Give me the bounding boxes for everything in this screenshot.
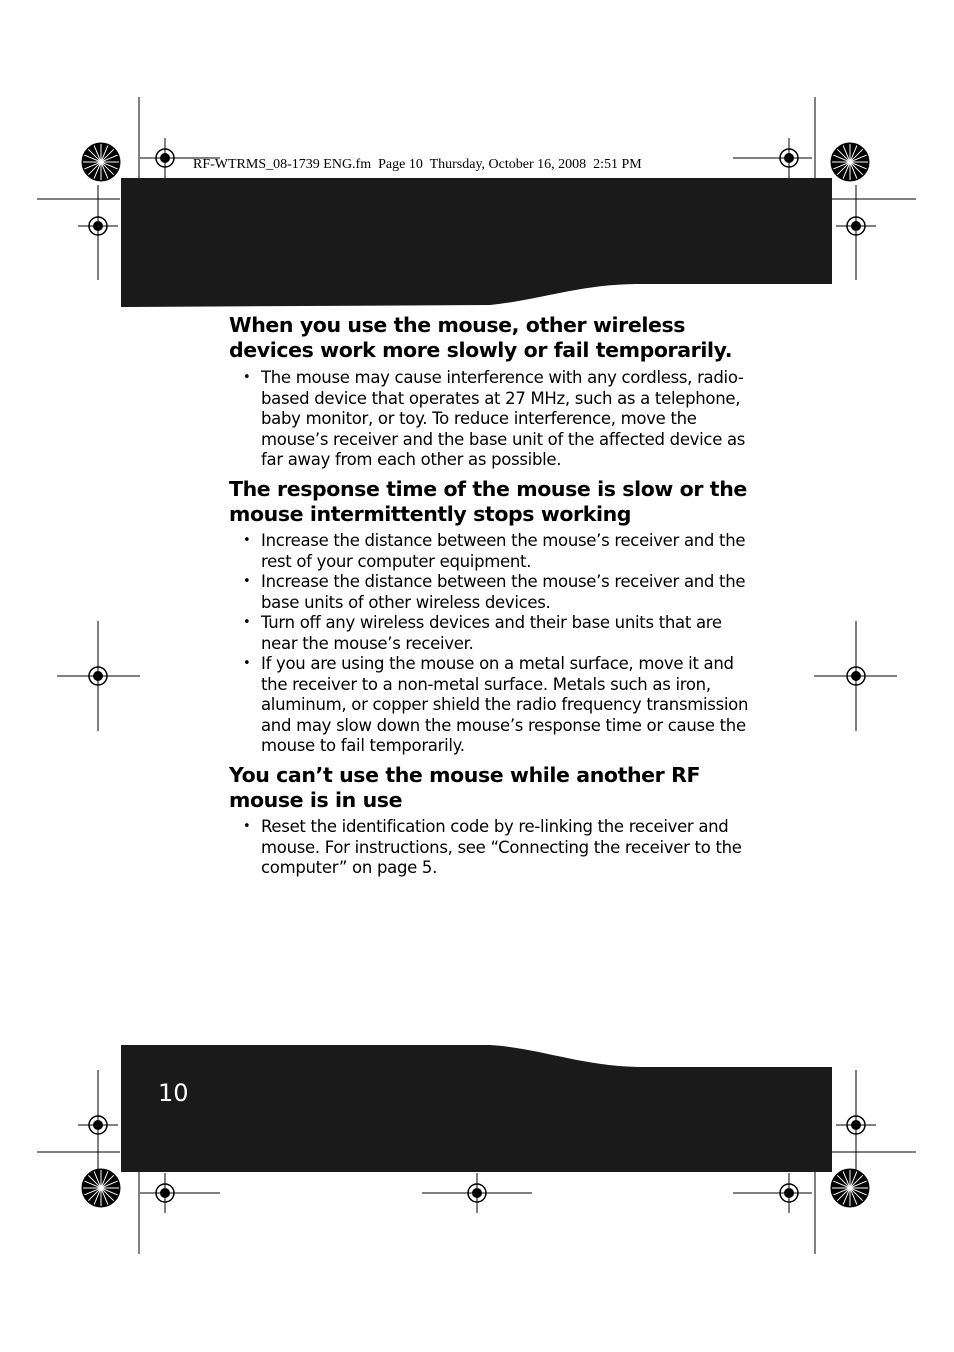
- file-slug-line: RF-WTRMS_08-1739 ENG.fm Page 10 Thursday, October 16, 2008 2:51 PM: [193, 157, 642, 172]
- bullet-list: [229, 531, 749, 757]
- heading-line: When you use the mouse, other wireless: [229, 313, 686, 337]
- heading-another-rf-mouse: [229, 763, 759, 813]
- list-item: • Reset the identification code by re-linking the receiver and mouse. For instructions, see “Connecting the receiver to the computer” on page 5.: [229, 817, 749, 879]
- list-item: • Increase the distance between the mouse’s receiver and the rest of your computer equipment.: [229, 531, 749, 572]
- bullet-list: [229, 817, 749, 879]
- list-item: • The mouse may cause interference with any cordless, radio-based device that operates at 27 MHz, such as a telephone, baby monitor, or toy. To reduce interference, move the mouse’s receiver and the base unit of the affected device as far away from each other as possible.: [229, 368, 749, 471]
- heading-line: mouse is in use: [229, 788, 403, 812]
- heading-line: devices work more slowly or fail temporarily.: [229, 338, 733, 362]
- list-item: • Increase the distance between the mouse’s receiver and the base units of other wireless devices.: [229, 572, 749, 613]
- heading-line: The response time of the mouse is slow or the: [229, 477, 747, 501]
- heading-line: You can’t use the mouse while another RF: [229, 763, 701, 787]
- heading-response-time: [229, 477, 759, 527]
- list-item: • Turn off any wireless devices and their base units that are near the mouse’s receiver.: [229, 613, 749, 654]
- heading-line: mouse intermittently stops working: [229, 502, 632, 526]
- page-number: 10: [158, 1079, 189, 1107]
- list-item: • If you are using the mouse on a metal surface, move it and the receiver to a non-metal surface. Metals such as iron, aluminum, or copper shield the radio frequency transmission and may slow down the mouse’s response time or cause the mouse to fail temporarily.: [229, 654, 749, 757]
- bullet-list: [229, 368, 749, 471]
- heading-interference: [229, 313, 759, 363]
